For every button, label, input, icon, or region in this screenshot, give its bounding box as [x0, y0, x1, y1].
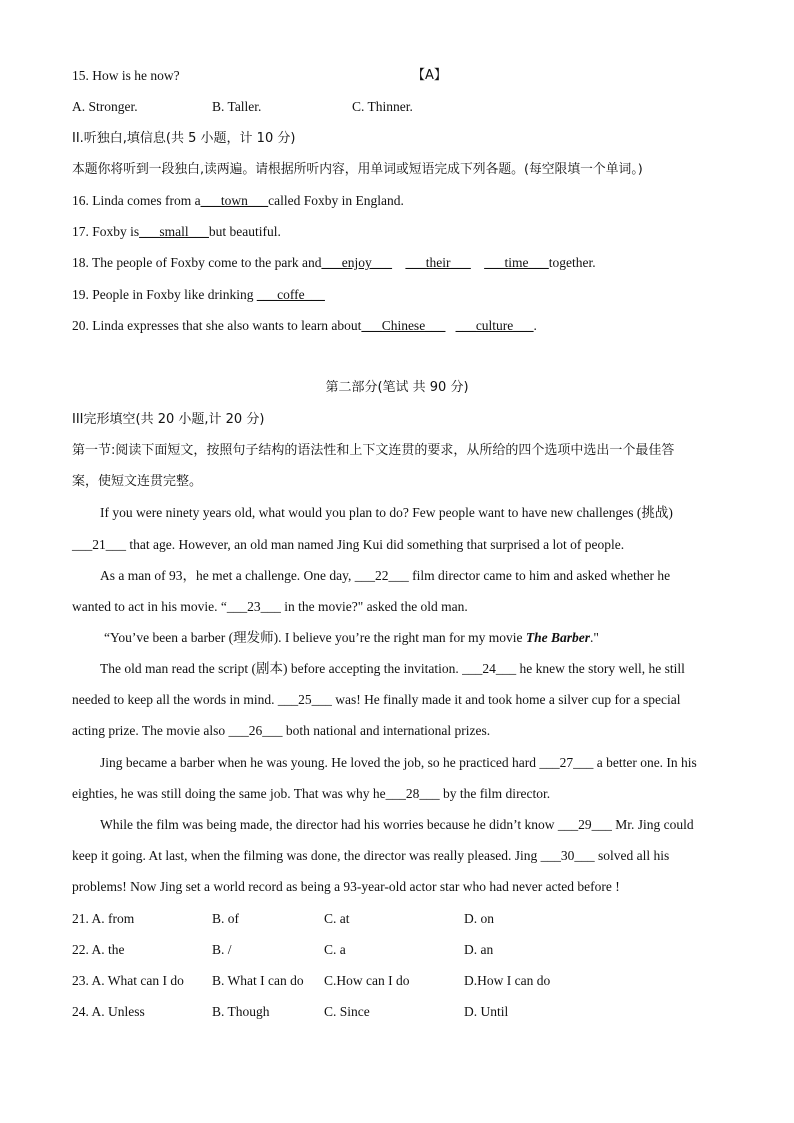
question-stem: 20. Linda expresses that she also wants to learn about [72, 318, 362, 333]
passage-line: wanted to act in his movie. “___23___ in the movie?" asked the old man. [72, 599, 468, 614]
question-stem-end: . [533, 318, 537, 333]
option-a: 22. A. the [72, 942, 125, 957]
question-16 [72, 192, 734, 210]
options-row [72, 972, 734, 990]
section-ii-instruction: 本题你将听到一段独白,读两遍。请根据所听内容，用单词或短语完成下列各题。(每空限填一个单词。) [72, 162, 643, 177]
option-b: B. of [212, 911, 239, 926]
option-c: C. at [324, 911, 350, 926]
question-15 [72, 67, 734, 85]
answer-mark: 【A】 [412, 68, 447, 83]
passage-line: As a man of 93，he met a challenge. One day, ___22___ film director came to him and asked whether he [100, 568, 671, 583]
question-17 [72, 223, 734, 241]
option-d: D. an [464, 942, 494, 957]
option-a: 21. A. from [72, 911, 135, 926]
question-18 [72, 254, 734, 272]
section-iii-instruction-2: 案，使短文连贯完整。 [72, 474, 203, 489]
question-15-options [72, 98, 734, 116]
passage-line: eighties, he was still doing the same job. That was why he___28___ by the film director. [72, 786, 551, 801]
passage-line: If you were ninety years old, what would you plan to do? Few people want to have new challenges (挑战) [100, 505, 673, 520]
passage-line: acting prize. The movie also ___26___ both national and international prizes. [72, 723, 491, 738]
option-d: D.How I can do [464, 973, 551, 988]
question-stem-end: called Foxby in England. [268, 193, 404, 208]
question-stem: 19. People in Foxby like drinking [72, 287, 257, 302]
movie-title: The Barber [525, 630, 590, 645]
answer-fill: ___small___ [139, 224, 209, 239]
section-iii-instruction-1: 第一节:阅读下面短文，按照句子结构的语法性和上下文连贯的要求，从所给的四个选项中选出一个最佳答 [72, 443, 675, 458]
section-iii-title: III完形填空(共 20 小题,计 20 分) [72, 412, 265, 427]
option-b: B. Though [212, 1004, 270, 1019]
options-row [72, 941, 734, 959]
question-stem-end: together. [548, 255, 596, 270]
answer-fill: ___culture___ [455, 318, 534, 333]
option-b: B. Taller. [212, 99, 262, 114]
passage-line: The old man read the script (剧本) before accepting the invitation. ___24___ he knew the story well, he still [100, 661, 685, 676]
option-b: B. / [212, 942, 232, 957]
options-row [72, 1003, 734, 1021]
question-20 [72, 317, 734, 335]
option-c: C. Thinner. [352, 99, 413, 114]
part-two-title: 第二部分(笔试 共 90 分) [325, 380, 469, 395]
passage-line: keep it going. At last, when the filming was done, the director was really pleased. Jing ___30___ solved all his [72, 848, 670, 863]
passage-line: Jing became a barber when he was young. He loved the job, so he practiced hard ___27___ a better one. In his [100, 755, 697, 770]
passage-line [104, 629, 734, 647]
question-stem-end: but beautiful. [208, 224, 281, 239]
answer-fill: ___Chinese___ [361, 318, 446, 333]
answer-fill: ___their___ [405, 255, 471, 270]
option-d: D. Until [464, 1004, 509, 1019]
passage-line: While the film was being made, the director had his worries because he didn’t know ___29___ Mr. Jing could [100, 817, 694, 832]
answer-fill: ___town___ [200, 193, 269, 208]
question-stem: 16. Linda comes from a [72, 193, 201, 208]
question-stem: 17. Foxby is [72, 224, 140, 239]
question-19 [72, 286, 734, 304]
options-row [72, 910, 734, 928]
passage-text: “You’ve been a barber (理发师). I believe you’re the right man for my movie [104, 630, 526, 645]
passage-text: ." [590, 630, 599, 645]
answer-fill: ___enjoy___ [321, 255, 392, 270]
answer-fill: ___coffe___ [256, 287, 325, 302]
passage-line: problems! Now Jing set a world record as being a 93-year-old actor star who had never acted before ! [72, 879, 620, 894]
answer-fill: ___time___ [484, 255, 549, 270]
passage-line: needed to keep all the words in mind. ___25___ was! He finally made it and took home a silver cup for a special [72, 692, 681, 707]
option-d: D. on [464, 911, 494, 926]
option-b: B. What I can do [212, 973, 304, 988]
option-c: C.How can I do [324, 973, 410, 988]
question-stem: 15. How is he now? [72, 68, 180, 83]
passage-line: ___21___ that age. However, an old man named Jing Kui did something that surprised a lot of people. [72, 537, 625, 552]
section-ii-title: II.听独白,填信息(共 5 小题，计 10 分) [72, 131, 296, 146]
question-stem: 18. The people of Foxby come to the park and [72, 255, 322, 270]
option-a: 23. A. What can I do [72, 973, 184, 988]
option-a: 24. A. Unless [72, 1004, 145, 1019]
option-a: A. Stronger. [72, 99, 138, 114]
option-c: C. Since [324, 1004, 370, 1019]
option-c: C. a [324, 942, 346, 957]
